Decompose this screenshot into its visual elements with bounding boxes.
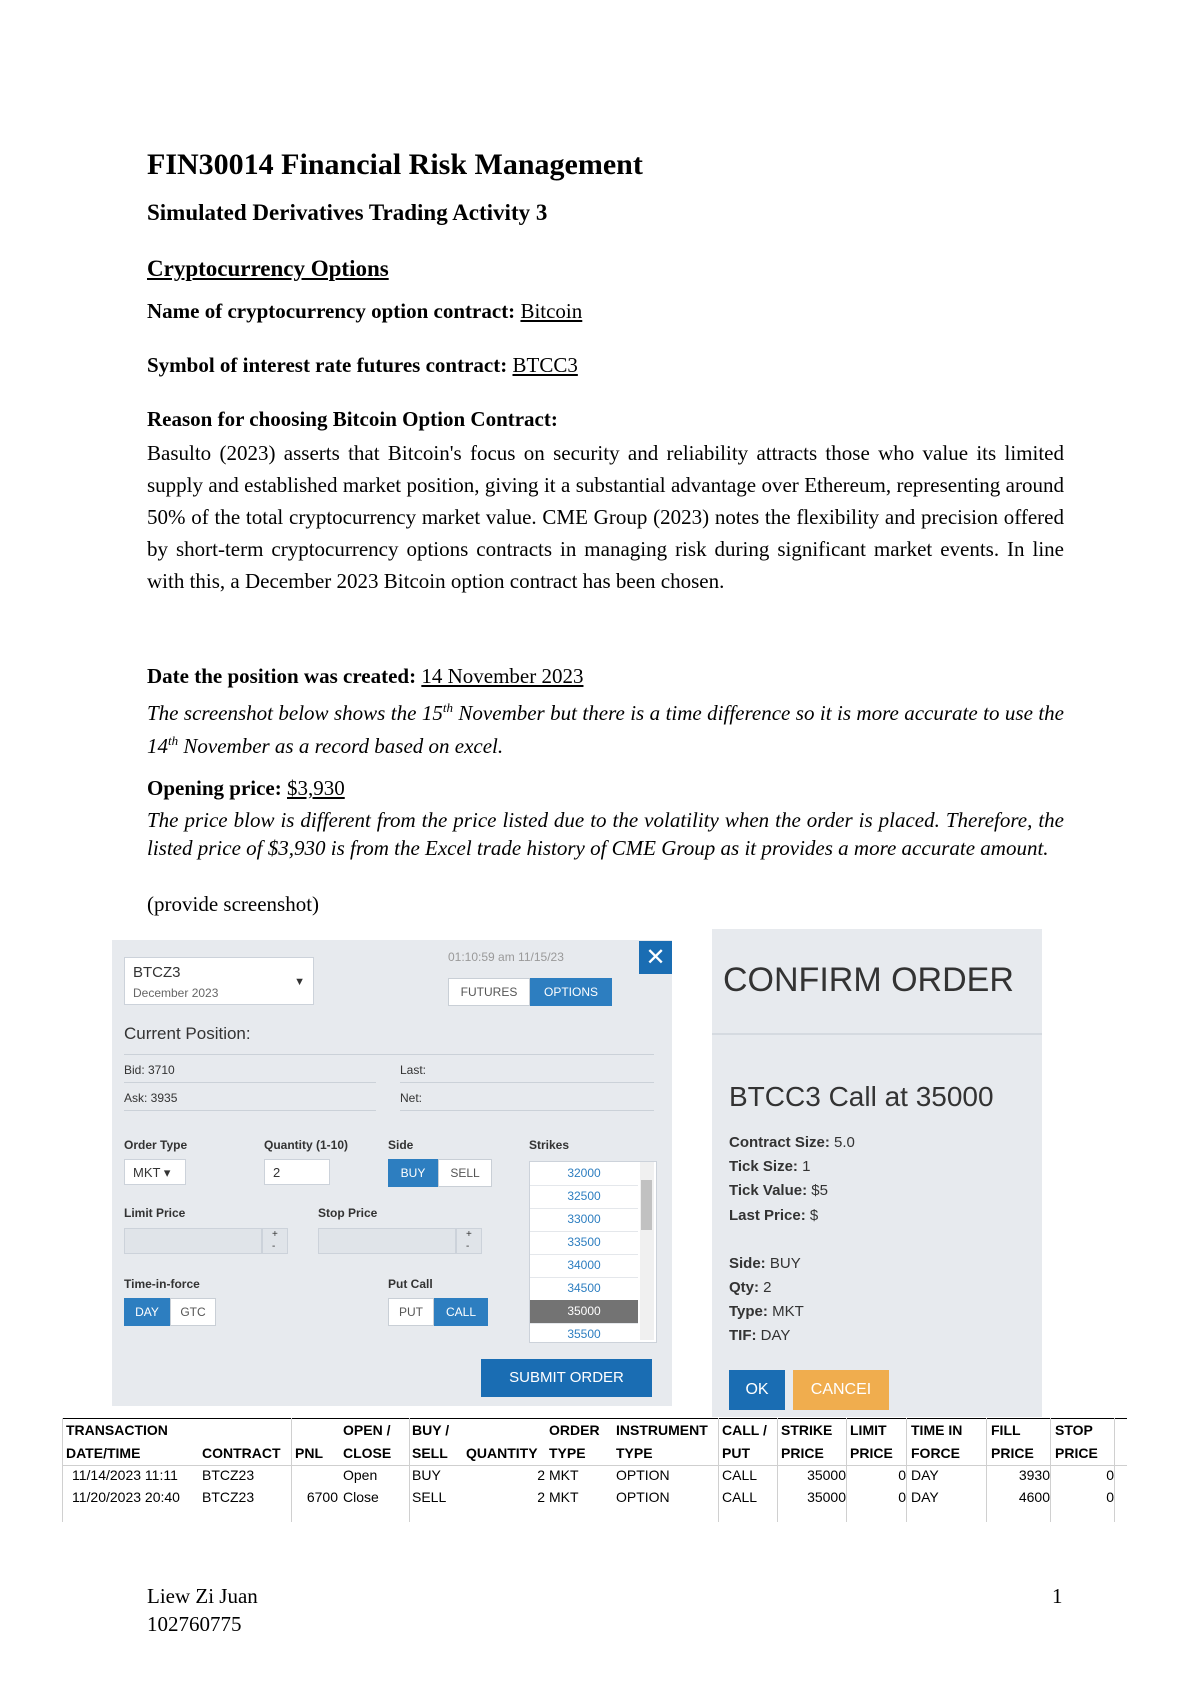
limit-price-stepper[interactable]: [262, 1228, 288, 1254]
net-value: Net:: [400, 1091, 423, 1105]
table-header-cell: PRICE: [850, 1445, 893, 1461]
table-column-divider: [1050, 1418, 1051, 1522]
minus-icon: -: [272, 1241, 276, 1252]
price-note: The price blow is different from the price listed due to the volatility when the order is placed. Therefore, the listed price of $3,930 is from the Excel trade history of CME Group as it provides a more accurate amount.: [147, 808, 1064, 860]
table-cell: 35000: [807, 1489, 846, 1505]
tick-value-label: Tick Value:: [729, 1182, 808, 1199]
strike-option-selected[interactable]: 35000: [530, 1300, 638, 1324]
date-note-part-b: November but there is a time difference so it is more accurate to use the 14: [147, 701, 1064, 758]
tick-value-line: [729, 1182, 828, 1199]
qty-line: [729, 1279, 772, 1296]
table-cell: 11/14/2023 11:11: [72, 1467, 178, 1483]
tif-value: DAY: [760, 1327, 791, 1344]
side-label: Side: [388, 1138, 414, 1152]
strike-option[interactable]: 35500: [530, 1323, 638, 1343]
table-header-cell: STOP: [1055, 1422, 1093, 1438]
table-cell: 3930: [1018, 1467, 1050, 1483]
contract-symbol: BTCZ3: [133, 964, 181, 981]
plus-icon: +: [466, 1229, 472, 1240]
close-icon[interactable]: ✕: [639, 941, 672, 974]
table-header-cell: TYPE: [616, 1445, 653, 1461]
document-subtitle: Simulated Derivatives Trading Activity 3: [147, 200, 548, 225]
contract-size-line: [729, 1134, 855, 1151]
price-label: Opening price:: [147, 776, 282, 800]
side-value: BUY: [769, 1255, 801, 1272]
section-heading: Cryptocurrency Options: [147, 256, 389, 281]
page-number: 1: [1052, 1584, 1063, 1608]
date-line: [147, 664, 583, 689]
minus-icon: -: [466, 1241, 470, 1252]
table-header-cell: STRIKE: [781, 1422, 833, 1438]
tif-label: TIF:: [729, 1327, 757, 1344]
table-top-border: [62, 1418, 1127, 1419]
table-column-divider: [1114, 1418, 1115, 1522]
table-cell: 0: [1106, 1467, 1114, 1483]
contract-symbol-label: Symbol of interest rate futures contract:: [147, 353, 508, 377]
stop-price-label: Stop Price: [318, 1206, 378, 1220]
order-type-value: MKT: [133, 1165, 161, 1180]
bid-value: Bid: 3710: [124, 1063, 175, 1077]
contract-size-value: 5.0: [834, 1134, 855, 1151]
date-note-part-a: The screenshot below shows the 15: [147, 701, 443, 725]
reason-paragraph: Basulto (2023) asserts that Bitcoin's focus on security and reliability attracts those who value its limited supply and established market position, giving it a substantial advantage over Ethereum, representing around 50% of the total cryptocurrency market value. CME Group (2023) notes the flexibility and precision offered by short-term cryptocurrency options contracts in managing risk during significant market events. In line with this, a December 2023 Bitcoin option contract has been chosen.: [147, 441, 1064, 593]
table-cell: Open: [343, 1467, 378, 1483]
table-cell: 0: [1106, 1489, 1114, 1505]
table-header-cell: CALL /: [722, 1422, 767, 1438]
stop-price-stepper[interactable]: [456, 1228, 482, 1254]
strikes-list[interactable]: [529, 1161, 657, 1343]
strike-option[interactable]: 34500: [530, 1277, 638, 1301]
table-header-cell: SELL: [412, 1445, 448, 1461]
type-label: Type:: [729, 1303, 768, 1320]
table-header-cell: INSTRUMENT: [616, 1422, 708, 1438]
table-cell: 0: [898, 1467, 906, 1483]
timestamp: 01:10:59 am 11/15/23: [448, 950, 564, 964]
strikes-label: Strikes: [529, 1138, 570, 1152]
table-cell: 35000: [807, 1467, 846, 1483]
table-cell: 6700: [306, 1489, 338, 1505]
table-column-divider: [846, 1418, 847, 1522]
table-cell: 0: [898, 1489, 906, 1505]
quantity-label: Quantity (1-10): [264, 1138, 349, 1152]
put-button[interactable]: PUT: [388, 1298, 434, 1326]
date-note: [147, 694, 1064, 760]
divider: [124, 1054, 654, 1055]
order-type-select[interactable]: [124, 1159, 186, 1185]
date-note-sup-1: th: [442, 700, 453, 715]
table-cell: OPTION: [616, 1467, 670, 1483]
last-price-value: $: [809, 1207, 819, 1224]
table-column-divider: [777, 1418, 778, 1522]
table-header-cell: OPEN /: [343, 1422, 391, 1438]
footer-author: Liew Zi Juan: [147, 1584, 258, 1608]
table-cell: SELL: [412, 1489, 447, 1505]
last-value: Last:: [400, 1063, 427, 1077]
side-line: [729, 1255, 801, 1272]
strike-option[interactable]: 32500: [530, 1185, 638, 1209]
chevron-down-icon: ▼: [294, 976, 305, 988]
divider: [124, 1082, 376, 1083]
contract-name-label: Name of cryptocurrency option contract:: [147, 299, 516, 323]
contract-month: December 2023: [133, 986, 219, 1000]
scroll-thumb[interactable]: [641, 1180, 652, 1230]
table-cell: 2: [537, 1489, 545, 1505]
table-column-divider: [986, 1418, 987, 1522]
type-value: MKT: [772, 1303, 804, 1320]
table-cell: DAY: [911, 1489, 939, 1505]
cancel-button[interactable]: CANCEI: [793, 1370, 889, 1410]
table-header-cell: FILL: [991, 1422, 1021, 1438]
strike-option[interactable]: 34000: [530, 1254, 638, 1278]
table-cell: 11/20/2023 20:40: [72, 1489, 180, 1505]
date-label: Date the position was created:: [147, 664, 417, 688]
trading-panel: [112, 940, 672, 1406]
table-header-cell: FORCE: [911, 1445, 960, 1461]
table-header-cell: PNL: [295, 1445, 323, 1461]
provide-screenshot-note: (provide screenshot): [147, 892, 320, 916]
put-call-label: Put Call: [388, 1277, 433, 1291]
qty-value: 2: [763, 1279, 772, 1296]
side-buy-button[interactable]: BUY: [388, 1159, 438, 1187]
table-header-cell: DATE/TIME: [66, 1445, 141, 1461]
table-cell: 4600: [1018, 1489, 1050, 1505]
table-cell: BTCZ23: [202, 1489, 255, 1505]
last-price-line: [729, 1207, 818, 1224]
tick-size-label: Tick Size:: [729, 1158, 798, 1175]
table-header-cell: TRANSACTION: [66, 1422, 168, 1438]
table-header-cell: ORDER: [549, 1422, 600, 1438]
price-value: $3,930: [287, 776, 345, 800]
table-cell: 2: [537, 1467, 545, 1483]
date-value: 14 November 2023: [421, 664, 584, 688]
tif-day-button[interactable]: DAY: [124, 1298, 170, 1326]
document-title: FIN30014 Financial Risk Management: [147, 148, 643, 181]
divider: [400, 1082, 654, 1083]
table-cell: DAY: [911, 1467, 939, 1483]
chevron-down-icon: ▾: [163, 1165, 171, 1180]
divider: [124, 1110, 376, 1111]
tick-size-line: [729, 1158, 810, 1175]
table-column-divider: [409, 1418, 410, 1522]
table-cell: BTCZ23: [202, 1467, 255, 1483]
contract-symbol-value: BTCC3: [512, 353, 578, 377]
call-button[interactable]: CALL: [434, 1298, 488, 1326]
side-label: Side:: [729, 1255, 766, 1272]
submit-order-button[interactable]: SUBMIT ORDER: [481, 1359, 652, 1397]
strike-option[interactable]: 32000: [530, 1162, 638, 1186]
tick-size-value: 1: [802, 1158, 811, 1175]
strike-option[interactable]: 33500: [530, 1231, 638, 1255]
limit-price-input[interactable]: [124, 1228, 262, 1254]
table-column-divider: [906, 1418, 907, 1522]
table-cell: CALL: [722, 1489, 758, 1505]
confirm-title: CONFIRM ORDER: [723, 961, 1014, 999]
current-position-label: Current Position:: [124, 1024, 251, 1043]
table-header-cell: LIMIT: [850, 1422, 887, 1438]
contract-name-line: [147, 299, 582, 324]
qty-label: Qty:: [729, 1279, 759, 1296]
date-note-part-c: November as a record based on excel.: [178, 734, 504, 758]
price-line: [147, 776, 345, 801]
table-header-cell: PUT: [722, 1445, 750, 1461]
confirm-heading: BTCC3 Call at 35000: [729, 1081, 994, 1112]
table-cell: MKT: [549, 1489, 579, 1505]
divider: [400, 1110, 654, 1111]
tick-value-value: $5: [811, 1182, 828, 1199]
contract-symbol-line: [147, 353, 578, 378]
table-header-cell: CONTRACT: [202, 1445, 281, 1461]
stop-price-input[interactable]: [318, 1228, 456, 1254]
table-cell: MKT: [549, 1467, 579, 1483]
order-type-label: Order Type: [124, 1138, 188, 1152]
tif-gtc-button[interactable]: GTC: [170, 1298, 216, 1326]
quantity-input[interactable]: 2: [264, 1159, 330, 1185]
table-cell: CALL: [722, 1467, 758, 1483]
table-header-cell: CLOSE: [343, 1445, 392, 1461]
table-header-divider: [62, 1465, 1127, 1466]
tab-futures[interactable]: FUTURES: [448, 978, 530, 1006]
divider: [712, 1033, 1042, 1035]
reason-label: Reason for choosing Bitcoin Option Contract:: [147, 407, 558, 431]
table-column-divider: [718, 1418, 719, 1522]
table-header-cell: TYPE: [549, 1445, 586, 1461]
plus-icon: +: [272, 1229, 278, 1240]
table-header-cell: BUY /: [412, 1422, 450, 1438]
table-header-cell: QUANTITY: [466, 1445, 538, 1461]
ask-value: Ask: 3935: [124, 1091, 178, 1105]
table-header-cell: TIME IN: [911, 1422, 963, 1438]
contract-size-label: Contract Size:: [729, 1134, 830, 1151]
table-cell: OPTION: [616, 1489, 670, 1505]
footer-student-id: 102760775: [147, 1612, 242, 1636]
tif-line: [729, 1327, 790, 1344]
contract-selector[interactable]: [124, 957, 314, 1005]
last-price-label: Last Price:: [729, 1207, 806, 1224]
table-header-cell: PRICE: [991, 1445, 1034, 1461]
table-header-cell: PRICE: [1055, 1445, 1098, 1461]
table-column-divider: [62, 1418, 63, 1522]
ok-button[interactable]: OK: [729, 1370, 785, 1410]
tab-options[interactable]: OPTIONS: [530, 978, 612, 1006]
date-note-sup-2: th: [168, 733, 179, 748]
table-header-cell: PRICE: [781, 1445, 824, 1461]
contract-name-value: Bitcoin: [520, 299, 583, 323]
limit-price-label: Limit Price: [124, 1206, 186, 1220]
table-cell: Close: [343, 1489, 379, 1505]
tif-label: Time-in-force: [124, 1277, 200, 1291]
table-column-divider: [291, 1418, 292, 1522]
confirm-order-panel: [712, 929, 1042, 1417]
side-sell-button[interactable]: SELL: [438, 1159, 492, 1187]
type-line: [729, 1303, 804, 1320]
table-cell: BUY: [412, 1467, 441, 1483]
strike-option[interactable]: 33000: [530, 1208, 638, 1232]
